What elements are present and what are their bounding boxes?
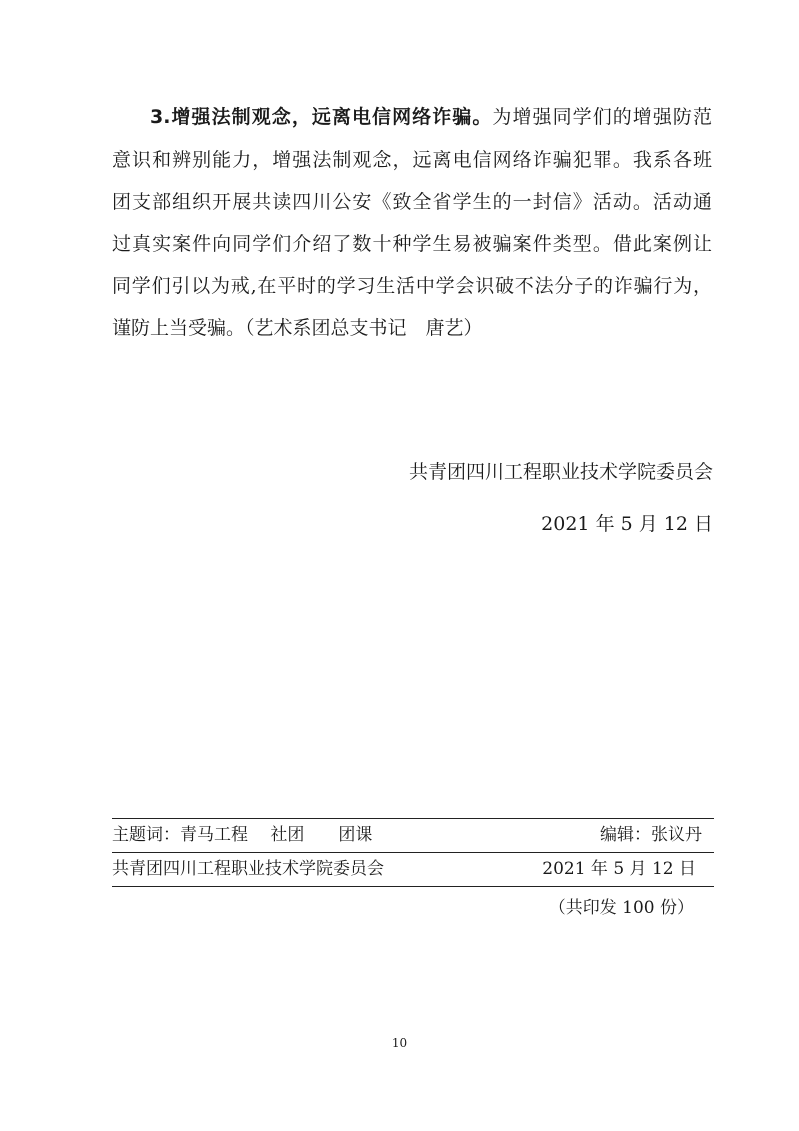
paragraph-line-4: 过真实案件向同学们介绍了数十种学生易被骗案件类型。借此案例让: [112, 233, 712, 255]
paragraph-line-5: 同学们引以为戒,在平时的学习生活中学会识破不法分子的诈骗行为，: [112, 275, 712, 297]
paragraph-text: 为增强同学们的增强防范: [492, 106, 712, 128]
page-number: 10: [391, 1036, 408, 1050]
signature-org: 共青团四川工程职业技术学院委员会: [408, 461, 713, 483]
copies-count: （共印发 100 份）: [548, 898, 694, 918]
paragraph-line-3: 团支部组织开展共读四川公安《致全省学生的一封信》活动。活动通: [112, 191, 712, 213]
topic-keywords: 主题词：青马工程 社团 团课: [112, 825, 373, 845]
paragraph-line-1: [150, 105, 712, 129]
footer-org: 共青团四川工程职业技术学院委员会: [112, 859, 384, 879]
signature-date: 2021 年 5 月 12 日: [541, 513, 713, 535]
footer-date: 2021 年 5 月 12 日: [542, 859, 696, 879]
editor-name: 编辑：张议丹: [600, 825, 702, 845]
divider-top: [112, 818, 714, 819]
paragraph-line-2: 意识和辨别能力，增强法制观念，远离电信网络诈骗犯罪。我系各班: [112, 149, 712, 171]
section-heading: 3.增强法制观念，远离电信网络诈骗。: [150, 106, 493, 128]
divider-middle: [112, 852, 714, 853]
divider-bottom: [112, 886, 714, 887]
paragraph-line-6: 谨防上当受骗。（艺术系团总支书记 唐艺）: [112, 317, 483, 339]
